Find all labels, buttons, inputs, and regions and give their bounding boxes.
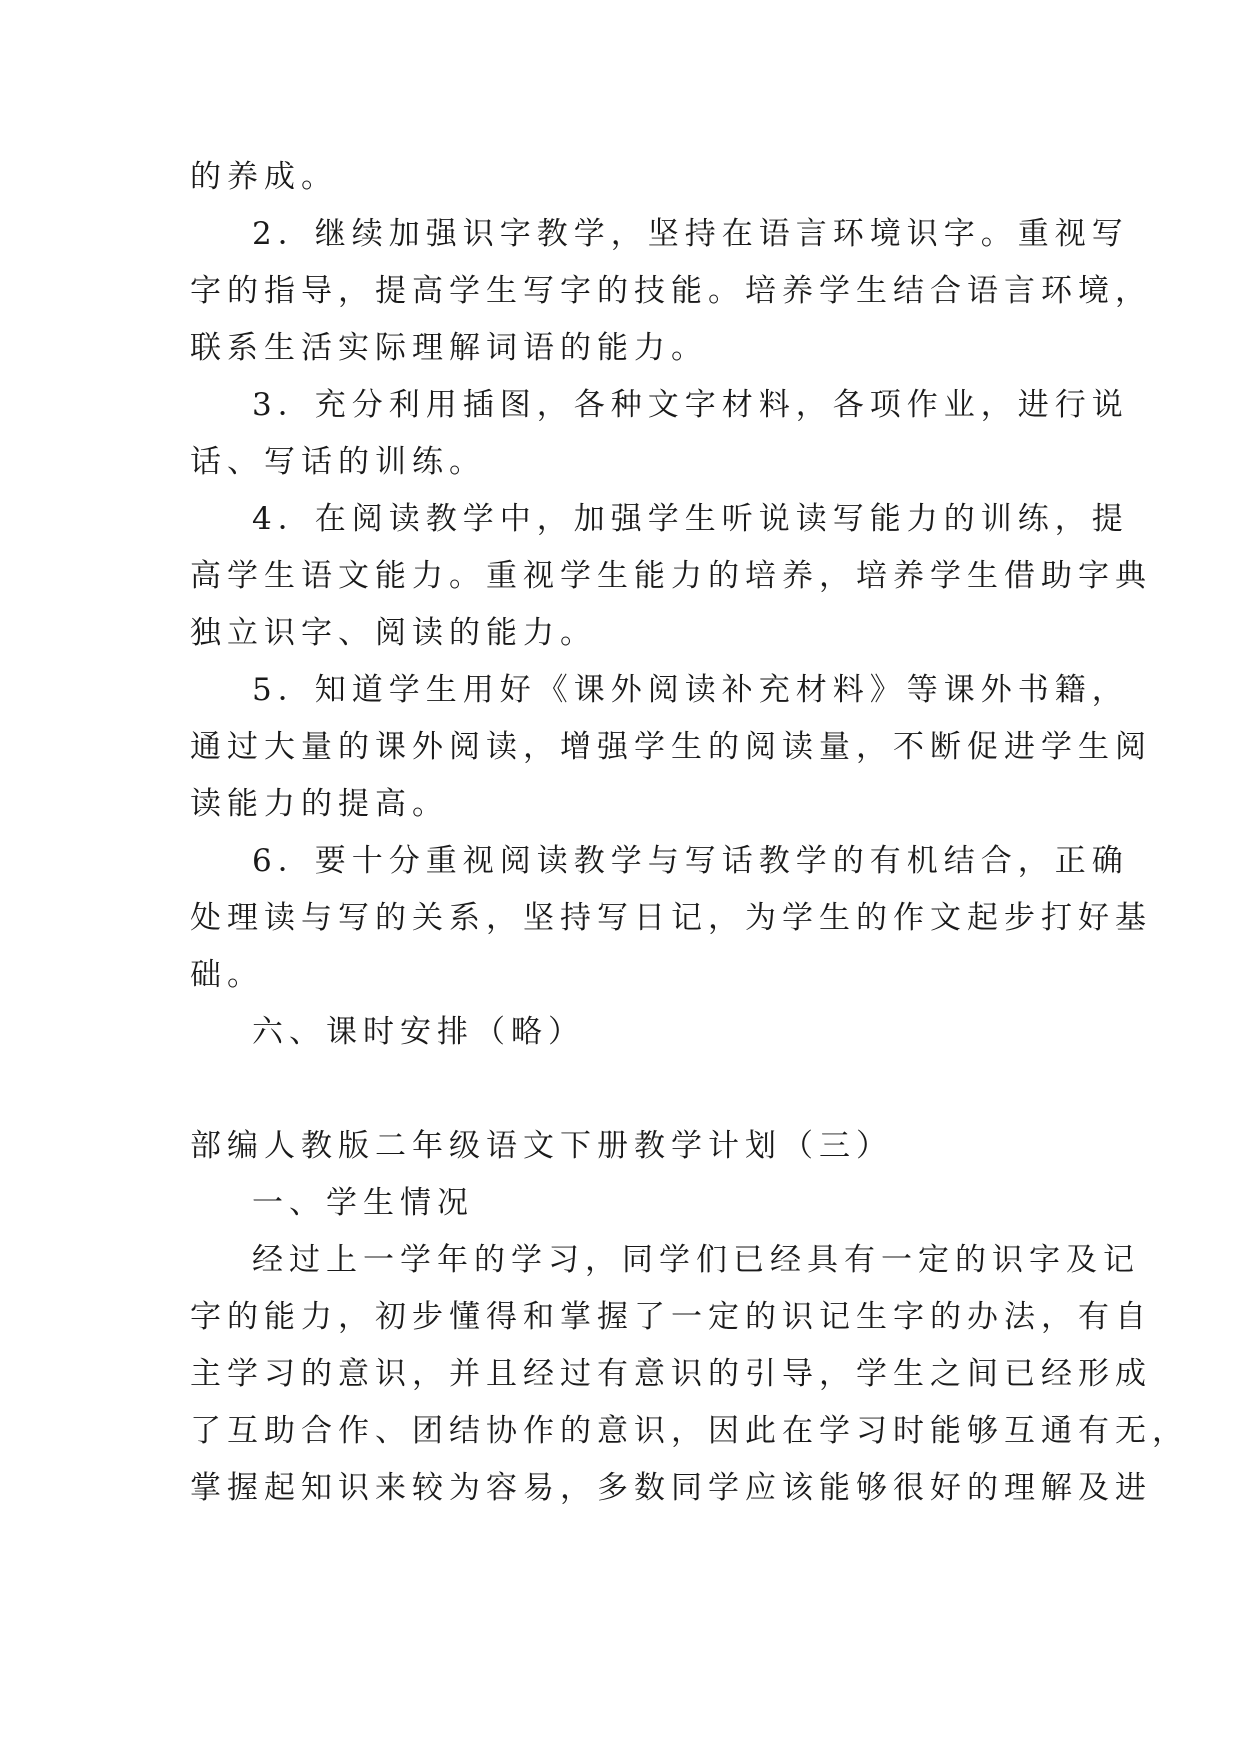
text-line: 5．知道学生用好《课外阅读补充材料》等课外书籍，: [252, 672, 1129, 708]
text-line: 高学生语文能力。重视学生能力的培养，培养学生借助字典: [190, 558, 1152, 594]
text-line: 6．要十分重视阅读教学与写话教学的有机结合，正确: [252, 843, 1129, 879]
document-title: 部编人教版二年级语文下册教学计划（三）: [190, 1128, 893, 1164]
text-line: 主学习的意识，并且经过有意识的引导，学生之间已经形成: [190, 1356, 1152, 1392]
text-line: 处理读与写的关系，坚持写日记，为学生的作文起步打好基: [190, 900, 1152, 936]
section-heading: 一、学生情况: [252, 1185, 474, 1221]
text-line: 字的能力，初步懂得和掌握了一定的识记生字的办法，有自: [190, 1299, 1152, 1335]
text-line: 2．继续加强识字教学，坚持在语言环境识字。重视写: [252, 216, 1129, 252]
text-line: 字的指导，提高学生写字的技能。培养学生结合语言环境，: [190, 273, 1152, 309]
text-line: 础。: [190, 957, 264, 993]
text-line: 联系生活实际理解词语的能力。: [190, 330, 708, 366]
text-line: 独立识字、阅读的能力。: [190, 615, 597, 651]
text-line: 话、写话的训练。: [190, 444, 486, 480]
text-line: 通过大量的课外阅读，增强学生的阅读量，不断促进学生阅: [190, 729, 1152, 765]
text-line: 读能力的提高。: [190, 786, 449, 822]
text-line: 了互助合作、团结协作的意识，因此在学习时能够互通有无，: [190, 1413, 1189, 1449]
text-line: 4．在阅读教学中，加强学生听说读写能力的训练，提: [252, 501, 1129, 537]
text-line: 的养成。: [190, 159, 338, 195]
text-line: 掌握起知识来较为容易，多数同学应该能够很好的理解及进: [190, 1470, 1152, 1506]
section-heading: 六、课时安排（略）: [252, 1014, 585, 1050]
text-line: 经过上一学年的学习，同学们已经具有一定的识字及记: [252, 1242, 1140, 1278]
text-line: 3．充分利用插图，各种文字材料，各项作业，进行说: [252, 387, 1129, 423]
